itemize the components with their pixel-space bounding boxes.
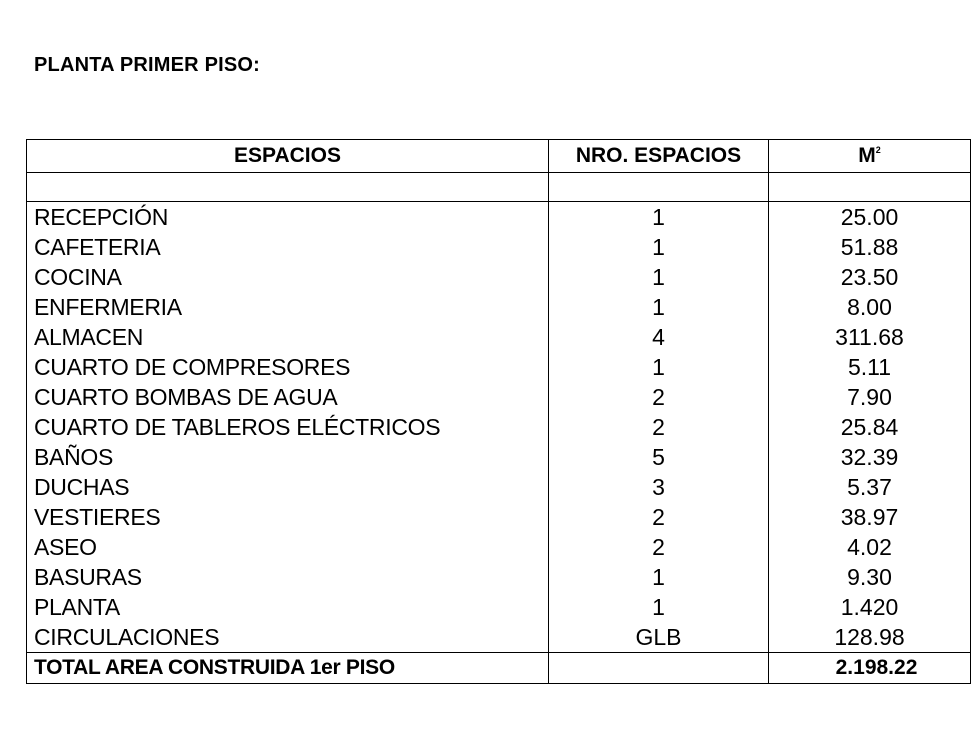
space-area-cell: 9.30 <box>769 562 971 592</box>
space-area-cell: 32.39 <box>769 442 971 472</box>
table-row <box>27 292 971 322</box>
table-row <box>27 232 971 262</box>
header-spaces: ESPACIOS <box>27 140 549 173</box>
spaces-table <box>26 139 971 684</box>
table-row <box>27 502 971 532</box>
table-row <box>27 202 971 233</box>
space-count-cell: 1 <box>549 232 769 262</box>
space-count-cell: 1 <box>549 292 769 322</box>
table-row <box>27 532 971 562</box>
space-name-cell: VESTIERES <box>27 502 549 532</box>
space-name-cell: BASURAS <box>27 562 549 592</box>
space-name-cell: CIRCULACIONES <box>27 622 549 653</box>
blank-cell <box>549 173 769 202</box>
space-area-cell: 5.37 <box>769 472 971 502</box>
table-header-row <box>27 140 971 173</box>
space-area-cell: 1.420 <box>769 592 971 622</box>
space-count-cell: 1 <box>549 592 769 622</box>
space-count-cell: 5 <box>549 442 769 472</box>
space-area-cell: 25.84 <box>769 412 971 442</box>
space-area-cell: 8.00 <box>769 292 971 322</box>
space-count-cell: 2 <box>549 532 769 562</box>
space-count-cell: 1 <box>549 202 769 233</box>
total-label: TOTAL AREA CONSTRUIDA 1er PISO <box>27 653 549 684</box>
space-name-cell: CUARTO BOMBAS DE AGUA <box>27 382 549 412</box>
blank-cell <box>769 173 971 202</box>
header-area-unit: M <box>858 144 876 167</box>
space-area-cell: 51.88 <box>769 232 971 262</box>
space-count-cell: 4 <box>549 322 769 352</box>
space-area-cell: 311.68 <box>769 322 971 352</box>
space-name-cell: BAÑOS <box>27 442 549 472</box>
table-row <box>27 412 971 442</box>
space-count-cell: GLB <box>549 622 769 653</box>
table-row <box>27 622 971 653</box>
table-row <box>27 382 971 412</box>
table-row <box>27 562 971 592</box>
space-name-cell: CUARTO DE TABLEROS ELÉCTRICOS <box>27 412 549 442</box>
space-name-cell: ALMACEN <box>27 322 549 352</box>
space-name-cell: RECEPCIÓN <box>27 202 549 233</box>
table-row <box>27 262 971 292</box>
space-area-cell: 25.00 <box>769 202 971 233</box>
space-name-cell: ENFERMERIA <box>27 292 549 322</box>
blank-cell <box>27 173 549 202</box>
table-row <box>27 592 971 622</box>
space-area-cell: 5.11 <box>769 352 971 382</box>
total-count <box>549 653 769 684</box>
space-count-cell: 2 <box>549 382 769 412</box>
table-row <box>27 322 971 352</box>
space-name-cell: CAFETERIA <box>27 232 549 262</box>
space-area-cell: 128.98 <box>769 622 971 653</box>
blank-spacer-row <box>27 173 971 202</box>
space-count-cell: 2 <box>549 412 769 442</box>
space-name-cell: COCINA <box>27 262 549 292</box>
page-title: PLANTA PRIMER PISO: <box>34 54 261 76</box>
space-count-cell: 3 <box>549 472 769 502</box>
total-row <box>27 653 971 684</box>
header-count: NRO. ESPACIOS <box>549 140 769 173</box>
table-row <box>27 442 971 472</box>
space-count-cell: 2 <box>549 502 769 532</box>
space-area-cell: 23.50 <box>769 262 971 292</box>
space-area-cell: 7.90 <box>769 382 971 412</box>
space-count-cell: 1 <box>549 562 769 592</box>
table-body <box>27 202 971 653</box>
space-count-cell: 1 <box>549 352 769 382</box>
total-area: 2.198.22 <box>769 653 971 684</box>
space-name-cell: ASEO <box>27 532 549 562</box>
space-name-cell: PLANTA <box>27 592 549 622</box>
space-area-cell: 38.97 <box>769 502 971 532</box>
space-area-cell: 4.02 <box>769 532 971 562</box>
space-name-cell: DUCHAS <box>27 472 549 502</box>
table-row <box>27 352 971 382</box>
header-area-superscript: 2 <box>875 145 881 155</box>
header-area <box>769 140 971 173</box>
space-name-cell: CUARTO DE COMPRESORES <box>27 352 549 382</box>
table-row <box>27 472 971 502</box>
space-count-cell: 1 <box>549 262 769 292</box>
